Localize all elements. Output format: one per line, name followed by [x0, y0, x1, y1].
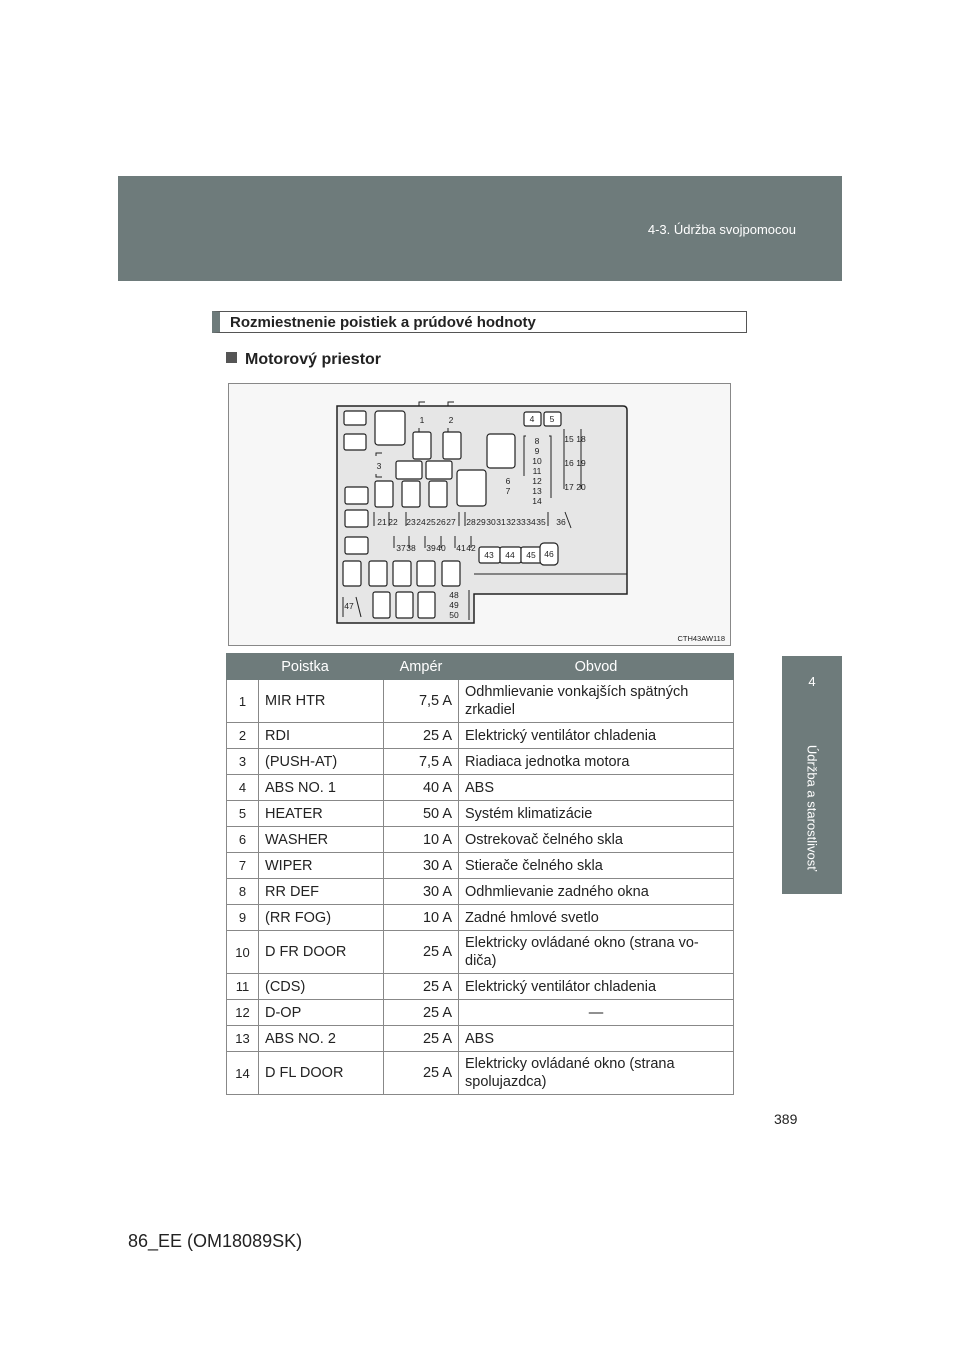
table-row — [227, 1026, 734, 1052]
relay-block — [443, 432, 461, 459]
chapter-number: 4 — [808, 674, 816, 689]
relay-block — [402, 481, 420, 507]
fuse-number: 12 — [227, 1000, 259, 1026]
fuse-label: 42 — [466, 543, 476, 553]
fuse-label: 16 — [564, 458, 574, 468]
fuse-label: 25 — [426, 517, 436, 527]
fuse-label: 14 — [532, 496, 542, 506]
fuse-label: 27 — [446, 517, 456, 527]
fuse-circuit: Systém klimatizácie — [459, 801, 734, 827]
fuse-number: 13 — [227, 1026, 259, 1052]
fuse-number: 10 — [227, 931, 259, 974]
relay-block — [426, 461, 452, 479]
fuse-circuit: Elektricky ovládané okno (strana spolujazdca) — [459, 1052, 734, 1095]
fuse-circuit: ABS — [459, 1026, 734, 1052]
relay-block — [413, 432, 431, 459]
table-row — [227, 931, 734, 974]
section-title: Rozmiestnenie poistiek a prúdové hodnoty — [230, 314, 536, 331]
fuse-name: RDI — [259, 723, 384, 749]
fuse-label: 4 — [529, 414, 535, 424]
header-section: 4-3. Údržba svojpomocou — [647, 222, 796, 237]
fuse-name: D-OP — [259, 1000, 384, 1026]
fuse-label: 7 — [505, 486, 511, 496]
relay-block — [487, 434, 515, 468]
fuse-label: 37 — [396, 543, 406, 553]
fuse-label: 50 — [449, 610, 459, 620]
fuse-label: 43 — [484, 550, 494, 560]
fuse-name: RR DEF — [259, 879, 384, 905]
fuse-number: 1 — [227, 680, 259, 723]
table-row — [227, 1000, 734, 1026]
table-row — [227, 775, 734, 801]
fuse-label: 47 — [344, 601, 354, 611]
relay-block — [345, 487, 368, 504]
fuse-label: 28 — [466, 517, 476, 527]
fuse-name: WASHER — [259, 827, 384, 853]
relay-block — [429, 481, 447, 507]
fuse-label: 26 — [436, 517, 446, 527]
relay-block — [375, 481, 393, 507]
relay-block — [396, 592, 413, 618]
relay-block — [442, 561, 460, 586]
relay-block — [457, 470, 486, 506]
fuse-number: 9 — [227, 905, 259, 931]
table-row — [227, 801, 734, 827]
fuse-circuit: — — [459, 1000, 734, 1026]
fuse-circuit: Elektrický ventilátor chladenia — [459, 723, 734, 749]
fuse-circuit: Stierače čelného skla — [459, 853, 734, 879]
fuse-circuit: Ostrekovač čelného skla — [459, 827, 734, 853]
table-row — [227, 853, 734, 879]
fuse-box-diagram — [228, 383, 731, 646]
fuse-ampere: 25 A — [384, 974, 459, 1000]
fuse-label: 48 — [449, 590, 459, 600]
fuse-name: D FR DOOR — [259, 931, 384, 974]
fuse-name: D FL DOOR — [259, 1052, 384, 1095]
fuse-label: 36 — [556, 517, 566, 527]
fuse-name: (RR FOG) — [259, 905, 384, 931]
table-row — [227, 905, 734, 931]
table-row — [227, 723, 734, 749]
fuse-label: 22 — [388, 517, 398, 527]
fuse-label: 20 — [576, 482, 586, 492]
fuse-number: 3 — [227, 749, 259, 775]
fuse-label: 40 — [436, 543, 446, 553]
section-title-bar — [212, 311, 747, 333]
fuse-number: 4 — [227, 775, 259, 801]
relay-block — [393, 561, 411, 586]
fuse-name: MIR HTR — [259, 680, 384, 723]
fuse-label: 8 — [534, 436, 540, 446]
relay-block — [417, 561, 435, 586]
relay-block — [418, 592, 435, 618]
fuse-ampere: 25 A — [384, 931, 459, 974]
fuse-label: 35 — [536, 517, 546, 527]
fuse-label: 11 — [532, 466, 542, 476]
relay-block — [343, 561, 361, 586]
fuse-circuit: Elektricky ovládané okno (strana vo-diča) — [459, 931, 734, 974]
relay-block — [375, 411, 405, 445]
fuse-label: 46 — [544, 549, 554, 559]
fuse-label: 29 — [476, 517, 486, 527]
fuse-label: 45 — [526, 550, 536, 560]
fuse-ampere: 10 A — [384, 827, 459, 853]
fuse-name: (PUSH-AT) — [259, 749, 384, 775]
fuse-number: 6 — [227, 827, 259, 853]
relay-block — [345, 537, 368, 554]
fuse-name: HEATER — [259, 801, 384, 827]
fuse-label: 44 — [505, 550, 515, 560]
fuse-number: 7 — [227, 853, 259, 879]
fuse-number: 5 — [227, 801, 259, 827]
fuse-circuit: ABS — [459, 775, 734, 801]
fuse-label: 13 — [532, 486, 542, 496]
fuse-circuit: Elektrický ventilátor chladenia — [459, 974, 734, 1000]
table-row — [227, 749, 734, 775]
fuse-label: 39 — [426, 543, 436, 553]
fuse-label: 41 — [456, 543, 466, 553]
relay-block — [369, 561, 387, 586]
fuse-label: 5 — [549, 414, 555, 424]
fuse-label: 2 — [448, 415, 454, 425]
chapter-label: Údržba a starostlivosť — [804, 744, 820, 872]
fuse-table — [226, 653, 734, 1095]
fuse-label: 12 — [532, 476, 542, 486]
relay-block — [396, 461, 422, 479]
relay-block — [344, 434, 366, 450]
fuse-label: 23 — [406, 517, 416, 527]
fuse-label: 30 — [486, 517, 496, 527]
header-fuse: Poistka — [227, 654, 384, 680]
table-row — [227, 827, 734, 853]
fuse-number: 2 — [227, 723, 259, 749]
fuse-label: 15 — [564, 434, 574, 444]
fuse-label: 18 — [576, 434, 586, 444]
relay-block — [373, 592, 390, 618]
fuse-name: WIPER — [259, 853, 384, 879]
fuse-ampere: 7,5 A — [384, 749, 459, 775]
fuse-name: ABS NO. 2 — [259, 1026, 384, 1052]
table-row — [227, 1052, 734, 1095]
table-header-row — [227, 654, 734, 680]
fuse-label: 6 — [505, 476, 511, 486]
fuse-name: ABS NO. 1 — [259, 775, 384, 801]
fuse-label: 49 — [449, 600, 459, 610]
page-number: 389 — [774, 1111, 798, 1127]
relay-block — [345, 510, 368, 527]
fuse-number: 11 — [227, 974, 259, 1000]
fuse-ampere: 7,5 A — [384, 680, 459, 723]
fuse-ampere: 25 A — [384, 723, 459, 749]
fuse-circuit: Riadiaca jednotka motora — [459, 749, 734, 775]
page-header — [118, 176, 842, 281]
document-code: 86_EE (OM18089SK) — [128, 1231, 303, 1251]
square-bullet-icon — [226, 352, 237, 363]
subsection-heading — [226, 351, 381, 369]
fuse-label: 3 — [376, 461, 382, 471]
fuse-name: (CDS) — [259, 974, 384, 1000]
diagram-code: CTH43AW118 — [677, 634, 725, 643]
fuse-label: 17 — [564, 482, 574, 492]
fuse-label: 9 — [534, 446, 540, 456]
fuse-label: 21 — [377, 517, 387, 527]
fuse-ampere: 25 A — [384, 1000, 459, 1026]
relay-block — [344, 411, 366, 425]
table-row — [227, 974, 734, 1000]
fuse-label: 33 — [516, 517, 526, 527]
fuse-ampere: 40 A — [384, 775, 459, 801]
fuse-ampere: 25 A — [384, 1026, 459, 1052]
fuse-number: 14 — [227, 1052, 259, 1095]
table-row — [227, 879, 734, 905]
fuse-label: 34 — [526, 517, 536, 527]
table-row — [227, 680, 734, 723]
fuse-label: 1 — [419, 415, 425, 425]
fuse-ampere: 30 A — [384, 853, 459, 879]
fuse-circuit: Odhmlievanie zadného okna — [459, 879, 734, 905]
fuse-label: 24 — [416, 517, 426, 527]
chapter-tab — [782, 656, 842, 724]
fuse-box-drawing — [229, 384, 730, 645]
subsection-title: Motorový priestor — [245, 351, 382, 368]
fuse-circuit: Zadné hmlové svetlo — [459, 905, 734, 931]
header-circuit: Obvod — [459, 654, 734, 680]
fuse-ampere: 25 A — [384, 1052, 459, 1095]
fuse-label: 38 — [406, 543, 416, 553]
fuse-circuit: Odhmlievanie vonkajších spätných zrkadiel — [459, 680, 734, 723]
fuse-label: 31 — [496, 517, 506, 527]
fuse-label: 10 — [532, 456, 542, 466]
fuse-number: 8 — [227, 879, 259, 905]
fuse-label: 19 — [576, 458, 586, 468]
fuse-label: 32 — [506, 517, 516, 527]
fuse-ampere: 50 A — [384, 801, 459, 827]
fuse-ampere: 30 A — [384, 879, 459, 905]
header-ampere: Ampér — [384, 654, 459, 680]
fuse-ampere: 10 A — [384, 905, 459, 931]
